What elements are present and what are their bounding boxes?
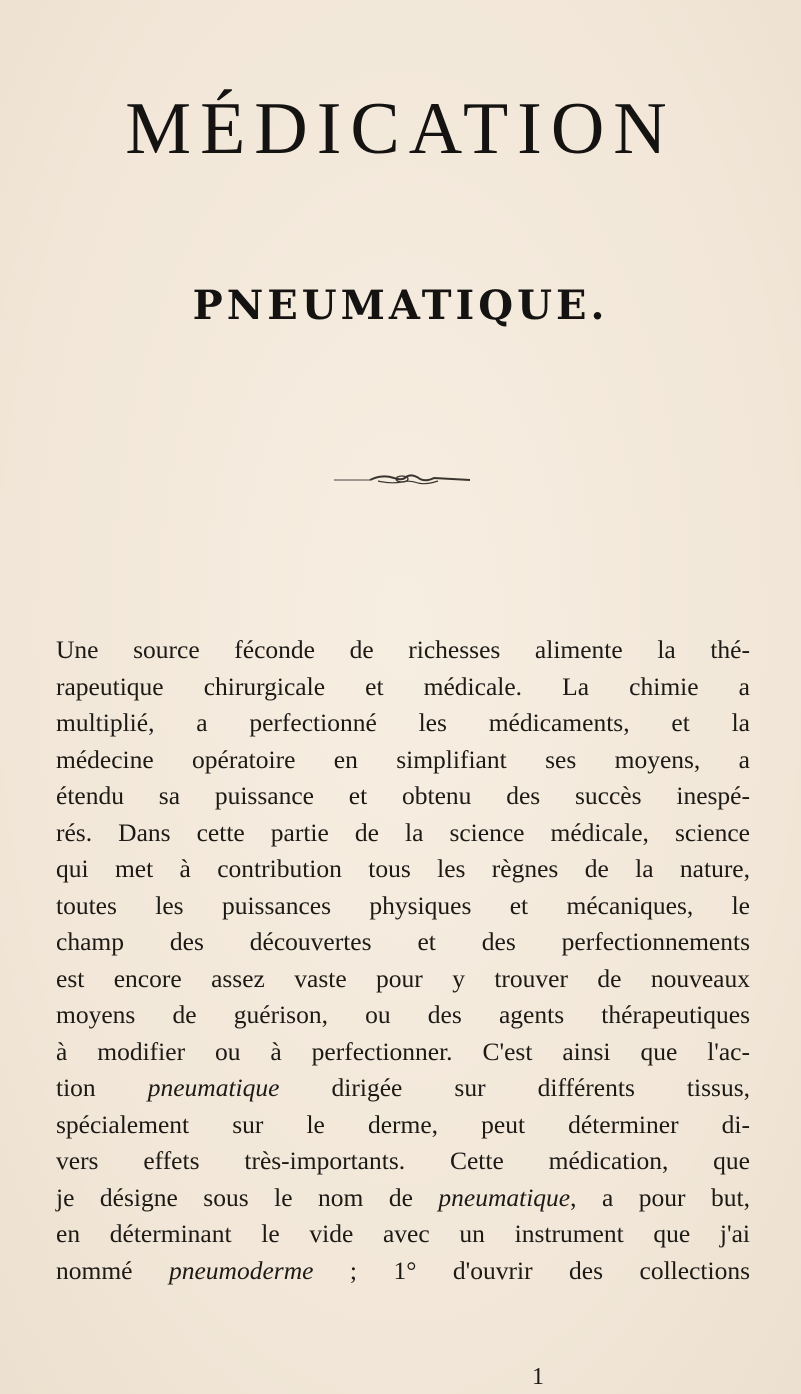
text-line: qui met à contribution tous les règnes de la nature, [56,854,750,883]
body-paragraph [56,632,750,1289]
page-title: MÉDICATION [125,88,676,170]
text-segment: je désigne sous le nom de [56,1182,439,1212]
text-line: médecine opératoire en simplifiant ses moyens, a [56,744,750,774]
decorative-rule-ornament-icon [330,468,474,492]
text-line: vers effets très-importants. Cette médication, que [56,1146,750,1175]
text-line: spécialement sur le derme, peut déterminer di- [56,1109,750,1139]
text-segment: nommé [56,1255,169,1285]
page-number: 1 [532,1364,544,1390]
text-segment: tion [56,1073,148,1102]
text-line: étendu sa puissance et obtenu des succès inespé- [56,781,750,810]
text-line: à modifier ou à perfectionner. C'est ainsi que l'ac- [56,1036,750,1066]
text-line: est encore assez vaste pour y trouver de nouveaux [56,963,750,993]
text-line: moyens de guérison, ou des agents thérapeutiques [56,1000,750,1029]
text-line [56,1253,750,1290]
text-line: champ des découvertes et des perfectionnements [56,927,750,956]
text-line: Une source féconde de richesses alimente la thé- [56,635,750,664]
text-line [56,1180,750,1217]
text-line: rés. Dans cette partie de la science médicale, science [56,817,750,847]
italic-term: pneumatique [438,1182,571,1212]
text-segment: dirigée sur différents tissus, [279,1073,750,1102]
text-line: rapeutique chirurgicale et médicale. La chimie a [56,671,750,701]
page-subtitle: PNEUMATIQUE. [192,282,609,329]
text-line [56,1070,750,1107]
text-segment: ; 1° d'ouvrir des collections [313,1255,750,1285]
text-line: toutes les puissances physiques et mécaniques, le [56,890,750,920]
text-line: en déterminant le vide avec un instrument que j'ai [56,1219,750,1248]
text-segment: , a pour but, [570,1182,750,1212]
italic-term: pneumoderme [168,1255,314,1285]
italic-term: pneumatique [147,1073,280,1102]
text-line: multiplié, a perfectionné les médicaments, et la [56,708,750,737]
